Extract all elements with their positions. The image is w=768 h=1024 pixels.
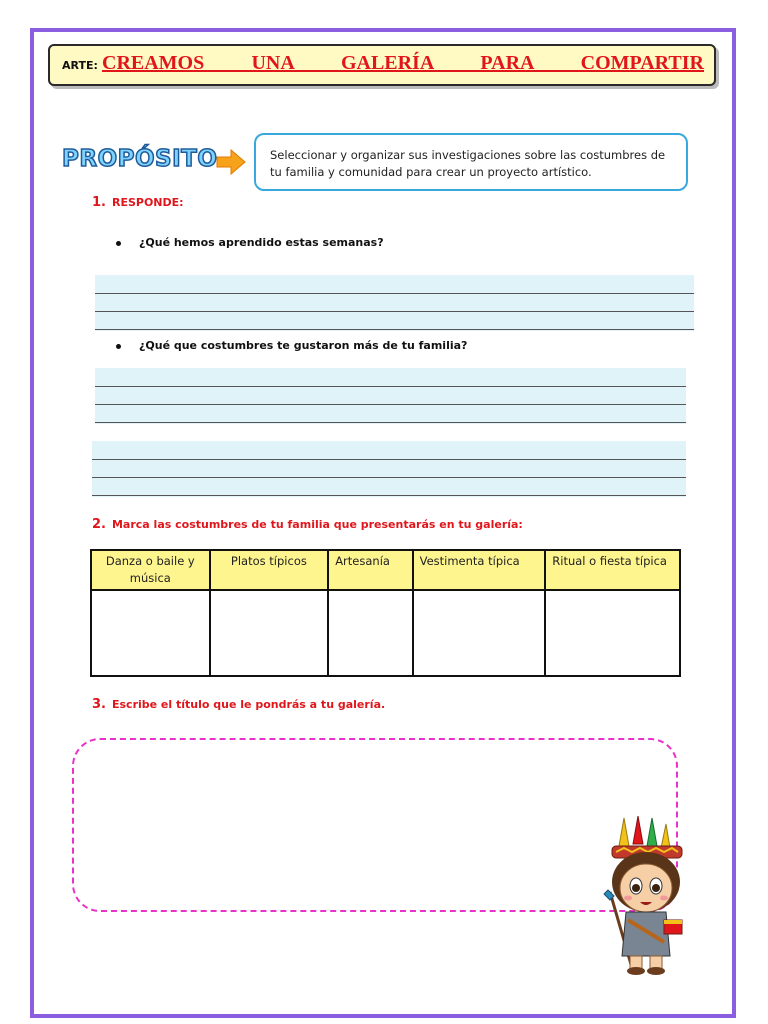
question-1-text: ¿Qué hemos aprendido estas semanas? [139,236,384,249]
writing-line [95,404,686,405]
mark-cell[interactable] [545,590,680,676]
answer-lines-2[interactable] [95,368,686,424]
writing-line [92,459,686,460]
bullet-icon [116,344,121,349]
column-header: Ritual o fiesta típica [545,550,680,590]
answer-lines-3[interactable] [92,441,686,497]
question-2-text: ¿Qué que costumbres te gustaron más de tu familia? [139,339,468,352]
column-header: Vestimenta típica [413,550,546,590]
writing-line [95,386,686,387]
section-2-title: Marca las costumbres de tu familia que presentarás en tu galería: [111,518,523,531]
subject-label: ARTE: [62,59,98,72]
section-3-heading [92,697,385,712]
writing-line [92,495,686,496]
section-1-heading [92,195,184,210]
question-1 [116,236,384,249]
section-2-number: 2. [92,517,106,532]
arrow-right-icon [216,148,246,176]
title-banner [48,44,716,86]
writing-line [95,329,694,330]
indigenous-child-illustration [598,816,700,976]
purpose-text-box: Seleccionar y organizar sus investigaciones sobre las costumbres de tu familia y comunidad para crear un proyecto artístico. [254,133,688,191]
page-title: CREAMOS UNA GALERÍA PARA COMPARTIR [102,52,704,74]
mark-cell[interactable] [210,590,329,676]
mark-cell[interactable] [328,590,412,676]
bullet-icon [116,241,121,246]
column-header: Danza o baile y música [91,550,210,590]
writing-line [95,293,694,294]
writing-line [92,477,686,478]
section-2-heading [92,517,523,532]
section-1-title: RESPONDE: [111,196,184,209]
section-3-title: Escribe el título que le pondrás a tu galería. [111,698,386,711]
gallery-title-box[interactable] [72,738,678,912]
column-header: Artesanía [328,550,412,590]
column-header: Platos típicos [210,550,329,590]
section-1-number: 1. [92,195,106,210]
question-2 [116,339,467,352]
section-3-number: 3. [92,697,106,712]
mark-cell[interactable] [413,590,546,676]
writing-line [95,311,694,312]
mark-cell[interactable] [91,590,210,676]
proposito-badge: PROPÓSITO [62,146,218,172]
answer-lines-1[interactable] [95,275,694,331]
table-header-row [91,550,680,590]
customs-table [90,549,681,677]
writing-line [95,422,686,423]
table-row [91,590,680,676]
